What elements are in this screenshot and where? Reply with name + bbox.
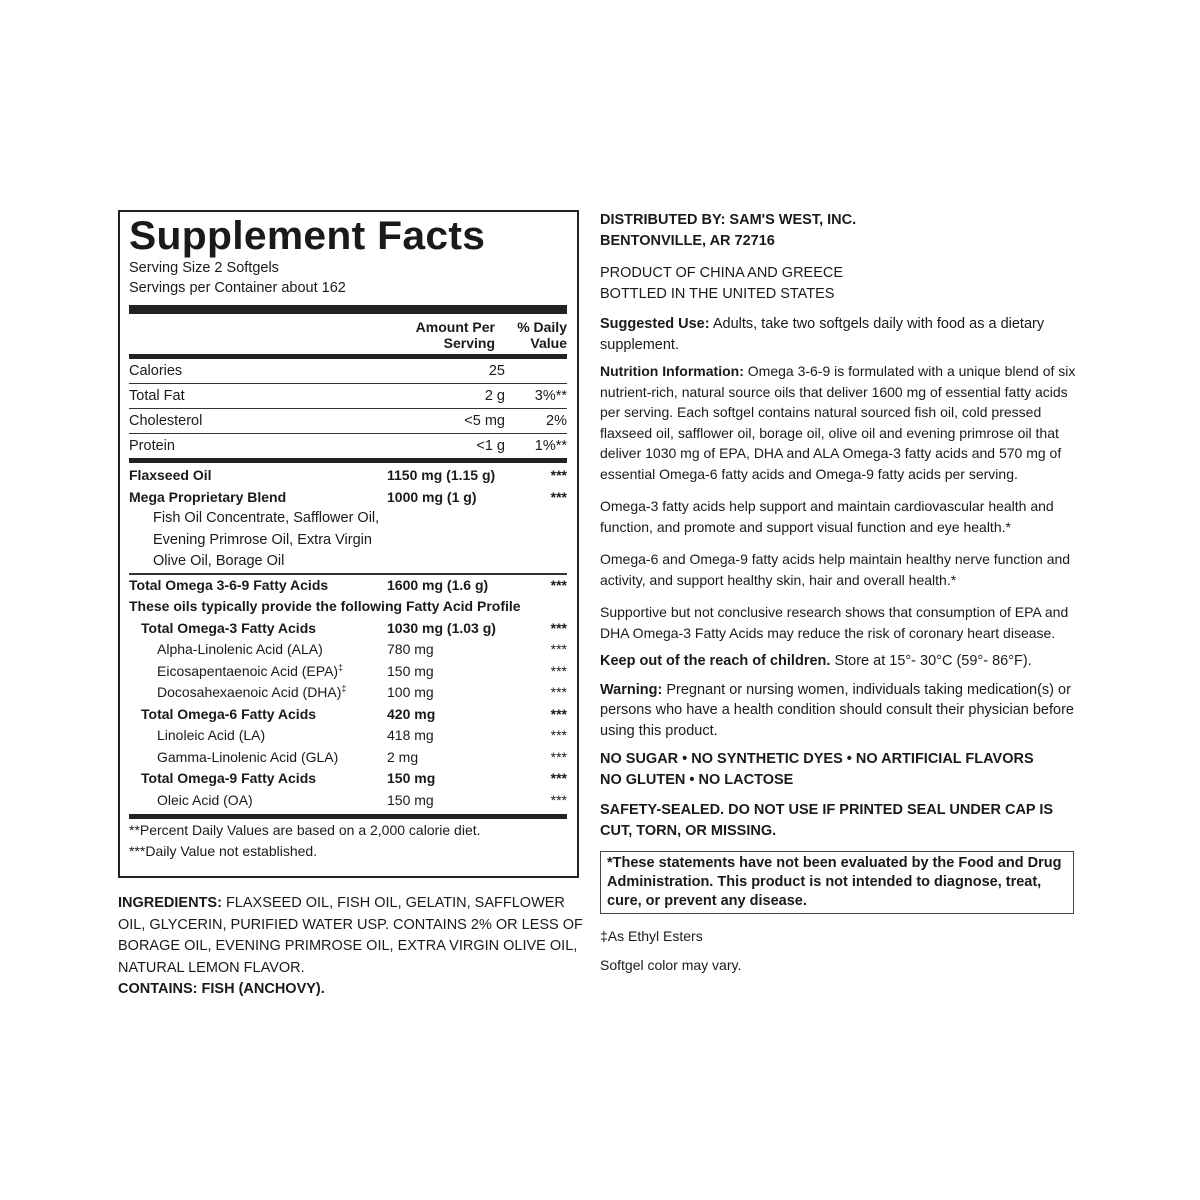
profile-amount: 1030 mg (1.03 g)	[387, 619, 496, 636]
profile-name: Total Omega-9 Fatty Acids	[141, 770, 317, 786]
footnotes	[129, 819, 567, 862]
serving-size: Serving Size 2 Softgels	[129, 260, 279, 276]
nutrition-information-text: Omega 3-6-9 is formulated with a unique blend of six nutrient-rich, natural source oils that deliver 1600 mg of essential fatty acids per serving. Each softgel contains natural sourced fish oil, cold pressed flaxseed oil, safflower oil, borage oil, olive oil and evening primrose oil that deliver 1030 mg of EPA, DHA and ALA Omega-3 fatty acids and 570 mg of essential Omega-6 fatty acids and Omega-9 fatty acids per serving.	[600, 363, 1076, 482]
profile-dv: ***	[550, 641, 567, 657]
contains-text: FISH (ANCHOVY).	[201, 981, 325, 997]
distributor-line: DISTRIBUTED BY: SAM'S WEST, INC.	[600, 212, 857, 228]
ingredient-name: Total Omega 3-6-9 Fatty Acids	[129, 576, 329, 593]
profile-name: Oleic Acid (OA)	[157, 791, 253, 808]
allergen-contains	[118, 979, 586, 1001]
supplement-facts-panel	[118, 210, 579, 878]
profile-row	[129, 639, 567, 661]
blend-row	[129, 487, 567, 509]
ethyl-ester-mark: ‡	[338, 661, 344, 672]
profile-dv: ***	[550, 791, 567, 808]
blend-line: Fish Oil Concentrate, Safflower Oil,	[153, 510, 380, 526]
profile-row	[129, 725, 567, 747]
nutrient-dv: 3%**	[534, 388, 567, 404]
ingredient-amount: 1150 mg (1.15 g)	[387, 467, 496, 483]
profile-row	[129, 661, 567, 683]
profile-dv: ***	[550, 684, 567, 700]
ethyl-esters-note: ‡As Ethyl Esters	[600, 928, 703, 944]
ingredient-name: Mega Proprietary Blend	[129, 488, 287, 505]
profile-amount: 420 mg	[387, 705, 436, 722]
store-text: Store at 15°- 30°C (59°- 86°F).	[834, 653, 1032, 669]
ingredients-block	[118, 893, 586, 1001]
warning-label: Warning:	[600, 681, 663, 698]
suggested-use-label: Suggested Use:	[600, 316, 710, 332]
distributor-address: BENTONVILLE, AR 72716	[600, 232, 775, 249]
ingredient-name: Flaxseed Oil	[129, 467, 212, 483]
fda-disclaimer-box	[600, 851, 1074, 914]
profile-dv: ***	[550, 748, 567, 765]
nutrient-amount: 2 g	[484, 388, 505, 404]
profile-amount: 418 mg	[387, 727, 434, 743]
profile-name: Total Omega-3 Fatty Acids	[141, 619, 317, 636]
safety-sealed: SAFETY-SEALED. DO NOT USE IF PRINTED SEAL UNDER CAP IS CUT, TORN, OR MISSING.	[600, 802, 1054, 839]
profile-row	[129, 682, 567, 704]
contains-label: CONTAINS:	[118, 981, 198, 997]
profile-row	[129, 618, 567, 640]
profile-name: Linoleic Acid (LA)	[157, 727, 266, 743]
thick-divider	[129, 305, 567, 314]
profile-row	[129, 768, 567, 790]
label-info-column	[600, 210, 1084, 975]
profile-name: Gamma-Linolenic Acid (GLA)	[157, 748, 339, 765]
servings-per-container: Servings per Container about 162	[129, 280, 346, 296]
ingredient-dv: ***	[550, 576, 567, 593]
profile-note	[129, 596, 567, 618]
warning-text: Pregnant or nursing women, individuals taking medication(s) or persons who have a health condition should consult their physician before using this product.	[600, 681, 1074, 739]
profile-amount: 780 mg	[387, 641, 434, 657]
ingredient-dv: ***	[550, 467, 567, 483]
free-from-line: NO SUGAR • NO SYNTHETIC DYES • NO ARTIFICIAL FLAVORS	[600, 751, 1034, 767]
nutrient-row	[129, 434, 567, 458]
omega3-claim: Omega-3 fatty acids help support and maintain cardiovascular health and function, and promote and support visual function and eye health.*	[600, 498, 1054, 535]
storage-line	[600, 651, 1084, 672]
profile-row	[129, 790, 567, 812]
nutrient-dv: 1%**	[534, 438, 567, 454]
profile-name: Eicosapentaenoic Acid (EPA)	[157, 662, 339, 679]
nutrient-dv: 2%	[546, 413, 567, 429]
profile-name: Docosahexaenoic Acid (DHA)	[157, 684, 342, 700]
suggested-use	[600, 314, 1084, 355]
fda-disclaimer: *These statements have not been evaluated by the Food and Drug Administration. This product is not intended to diagnose, treat, cure, or prevent any disease.	[607, 855, 1062, 909]
footnote-not-established: ***Daily Value not established.	[129, 843, 318, 859]
nutrient-name: Calories	[129, 363, 183, 379]
nutrient-row	[129, 384, 567, 408]
footnote-daily-values: **Percent Daily Values are based on a 2,000 calorie diet.	[129, 822, 481, 838]
ingredients-text	[118, 893, 586, 979]
facts-header-row	[129, 314, 567, 354]
free-from-line-2: NO GLUTEN • NO LACTOSE	[600, 771, 794, 788]
profile-dv: ***	[550, 727, 567, 743]
profile-amount: 100 mg	[387, 684, 434, 700]
bottled-line: BOTTLED IN THE UNITED STATES	[600, 285, 835, 302]
nutrition-information-label: Nutrition Information:	[600, 363, 744, 379]
blend-line: Evening Primrose Oil, Extra Virgin	[153, 531, 372, 548]
nutrient-amount: <5 mg	[464, 413, 505, 429]
keep-out-text: Keep out of the reach of children.	[600, 653, 831, 669]
total-omega-row	[129, 575, 567, 597]
ingredient-amount: 1600 mg (1.6 g)	[387, 576, 489, 593]
blend-line: Olive Oil, Borage Oil	[153, 553, 285, 569]
profile-dv: ***	[550, 619, 567, 636]
nutrient-amount: <1 g	[476, 438, 505, 454]
origin-line: PRODUCT OF CHINA AND GREECE	[600, 265, 844, 281]
profile-dv: ***	[550, 662, 567, 679]
nutrient-name: Protein	[129, 438, 175, 454]
profile-amount: 2 mg	[387, 748, 419, 765]
omega69-claim: Omega-6 and Omega-9 fatty acids help maintain healthy nerve function and activity, and support healthy skin, hair and overall health.*	[600, 551, 1071, 588]
profile-amount: 150 mg	[387, 791, 434, 808]
profile-name: Total Omega-6 Fatty Acids	[141, 705, 317, 722]
ingredient-amount: 1000 mg (1 g)	[387, 488, 477, 505]
ingredients-label: INGREDIENTS:	[118, 895, 222, 911]
daily-value-header: % Daily Value	[517, 319, 567, 351]
amount-per-serving-header: Amount Per Serving	[415, 319, 495, 351]
profile-row	[129, 747, 567, 769]
nutrient-row	[129, 359, 567, 383]
nutrient-name: Total Fat	[129, 388, 185, 404]
softgel-color-note: Softgel color may vary.	[600, 956, 742, 973]
nutrient-dv	[517, 359, 567, 383]
profile-amount: 150 mg	[387, 662, 434, 679]
ethyl-ester-mark: ‡	[341, 683, 347, 694]
nutrient-amount: 25	[488, 363, 505, 379]
warning	[600, 680, 1084, 742]
profile-note-text: These oils typically provide the following Fatty Acid Profile	[129, 598, 521, 614]
ingredients-list: FLAXSEED OIL, FISH OIL, GELATIN, SAFFLOWER OIL, GLYCERIN, PURIFIED WATER USP. CONTAINS 2% OR LESS OF BORAGE OIL, EVENING PRIMROSE OIL, EXTRA VIRGIN OLIVE OIL, NATURAL LEMON FLAVOR.	[118, 895, 583, 976]
facts-title: Supplement Facts	[129, 214, 486, 258]
research-claim: Supportive but not conclusive research shows that consumption of EPA and DHA Omega-3 Fatty Acids may reduce the risk of coronary heart disease.	[600, 604, 1069, 641]
flaxseed-row	[129, 463, 567, 487]
ingredient-dv: ***	[550, 488, 567, 505]
profile-amount: 150 mg	[387, 770, 436, 786]
nutrient-row	[129, 409, 567, 433]
profile-row	[129, 704, 567, 726]
profile-dv: ***	[550, 770, 567, 786]
nutrition-information	[600, 361, 1084, 484]
suggested-use-text: Adults, take two softgels daily with food as a dietary supplement.	[600, 316, 1045, 353]
profile-name: Alpha-Linolenic Acid (ALA)	[157, 641, 323, 657]
nutrient-name: Cholesterol	[129, 413, 203, 429]
profile-dv: ***	[550, 705, 567, 722]
